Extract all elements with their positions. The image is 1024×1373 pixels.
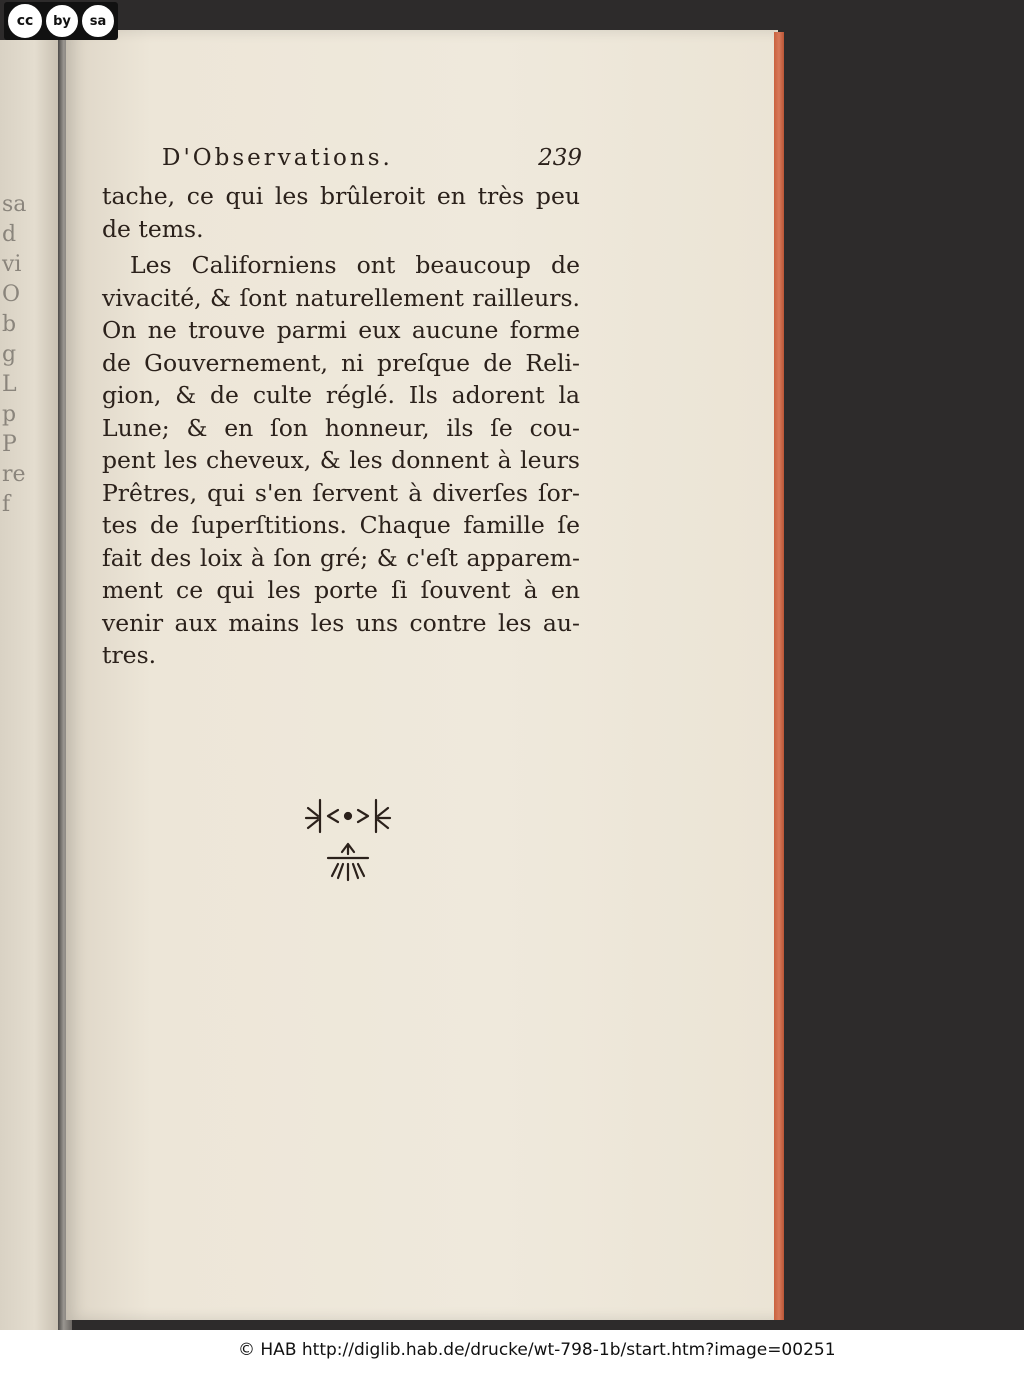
red-page-edge <box>774 32 784 1320</box>
text-line: Lune; & en ſon honneur, ils ſe cou- <box>102 413 580 442</box>
text-line: venir aux mains les uns contre les au- <box>102 608 580 637</box>
running-title: D'Observations. <box>162 145 393 171</box>
text-line: tache, ce qui les brûleroit en très peu <box>102 182 580 210</box>
printer-ornament-icon <box>298 794 398 886</box>
text-line: Prêtres, qui s'en ſervent à diverſes ſor- <box>102 478 580 507</box>
text-line: pent les cheveux, & les donnent à leurs <box>102 446 580 474</box>
text-line: tres. <box>102 641 157 669</box>
sa-icon: sa <box>82 5 114 37</box>
text-line: gion, & de culte réglé. Ils adorent la <box>102 381 580 409</box>
by-icon: by <box>46 5 78 37</box>
text-line: On ne trouve parmi eux aucune forme <box>102 316 580 344</box>
text-line: ment ce qui les porte ſi ſouvent à en <box>102 576 580 604</box>
credit-link[interactable]: © HAB http://diglib.hab.de/drucke/wt-798-1b/start.htm?image=00251 <box>238 1340 836 1360</box>
text-line: tes de ſuperſtitions. Chaque famille ſe <box>102 511 580 539</box>
cc-icon: cc <box>8 4 42 38</box>
text-line: de tems. <box>102 214 204 243</box>
page-body-text <box>102 180 580 672</box>
text-line: de Gouvernement, ni preſque de Reli- <box>102 348 580 377</box>
show-through-text: sa d vi O b g L p P re f <box>2 192 27 517</box>
text-line: fait des loix à ſon gré; & c'eſt apparem- <box>102 543 580 572</box>
page-number: 239 <box>538 145 582 171</box>
text-line: Les Californiens ont beaucoup de <box>130 251 580 279</box>
license-badge[interactable] <box>4 2 118 40</box>
text-line: vivacité, & ſont naturellement railleurs. <box>102 283 580 312</box>
running-header <box>162 145 582 171</box>
facing-page-edge <box>0 40 60 1330</box>
